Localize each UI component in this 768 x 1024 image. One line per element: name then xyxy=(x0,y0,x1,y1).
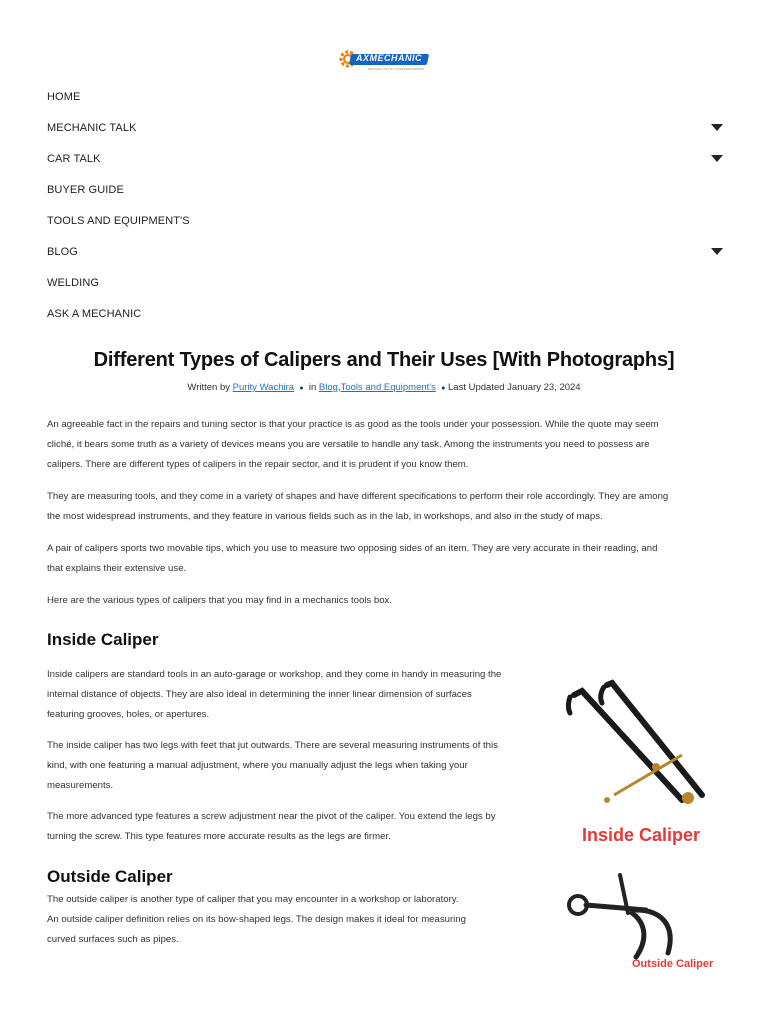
last-updated: Last Updated January 23, 2024 xyxy=(448,382,581,393)
nav-item-label[interactable]: ASK A MECHANIC xyxy=(47,307,142,320)
nav-item-label[interactable]: MECHANIC TALK xyxy=(47,121,137,134)
intro-paragraph-2 xyxy=(47,487,668,527)
outside-caliper-illustration xyxy=(536,865,720,960)
nav-item-mechanic-talk[interactable] xyxy=(47,112,727,143)
nav-item-label[interactable]: CAR TALK xyxy=(47,152,101,165)
nav-item-buyer-guide[interactable] xyxy=(47,174,727,205)
intro-paragraph-1 xyxy=(47,415,659,475)
text-line: The outside caliper is another type of caliper that you may encounter in a workshop or laboratory. xyxy=(47,894,459,905)
outside-caliper-heading: Outside Caliper xyxy=(47,867,173,886)
nav-item-home[interactable] xyxy=(47,81,727,112)
bullet-separator: ● xyxy=(441,385,446,392)
category-separator: , xyxy=(337,382,341,393)
inside-caliper-image xyxy=(552,655,720,848)
text-line: Inside calipers are standard tools in an auto-garage or workshop, and they come in handy in measuring the xyxy=(47,669,502,680)
category-link-tools[interactable]: Tools and Equipment's xyxy=(340,382,436,393)
nav-item-ask-a-mechanic[interactable] xyxy=(47,298,727,329)
text-line: The inside caliper has two legs with feet that jut outwards. There are several measuring instruments of this xyxy=(47,740,498,751)
inside-caliper-paragraph-2 xyxy=(47,736,498,796)
text-line: featuring grooves, holes, or apertures. xyxy=(47,709,210,720)
caret-down-icon[interactable] xyxy=(711,248,723,255)
category-link-blog[interactable]: Blog xyxy=(318,382,338,393)
nav-item-label[interactable]: HOME xyxy=(47,90,81,103)
outside-caliper-image-label: Outside Caliper xyxy=(632,958,714,970)
text-line: turning the screw. This type features more accurate results as the legs are firmer. xyxy=(47,831,391,842)
text-line: kind, with one featuring a manual adjustment, where you manually adjust the legs when taking your xyxy=(47,760,468,771)
nav-item-label[interactable]: WELDING xyxy=(47,276,100,289)
inside-caliper-heading: Inside Caliper xyxy=(47,630,159,649)
author-link[interactable]: Purity Wachira xyxy=(232,382,295,393)
text-line: cliché, it bears some truth as a variety of devices means you are versatile to handle any task. Among the instruments you need to possess are xyxy=(47,439,650,450)
caret-down-icon[interactable] xyxy=(711,124,723,131)
page-title: Different Types of Calipers and Their Uses [With Photographs] xyxy=(93,349,675,371)
intro-paragraph-4 xyxy=(47,591,392,611)
main-nav xyxy=(47,81,727,329)
article-meta xyxy=(0,382,768,393)
text-line: An agreeable fact in the repairs and tuning sector is that your practice is as good as the tools under your possession. While the quote may seem xyxy=(47,419,659,430)
text-line: calipers. There are different types of calipers in the repair sector, and it is prudent if you know them. xyxy=(47,459,469,470)
text-line: the most widespread instruments, and they feature in various fields such as in the lab, in workshops, and also in the study of maps. xyxy=(47,511,603,522)
text-line: An outside caliper definition relies on its bow-shaped legs. The design makes it ideal for measuring xyxy=(47,914,466,925)
inside-caliper-paragraph-3 xyxy=(47,807,496,847)
nav-item-car-talk[interactable] xyxy=(47,143,727,174)
text-line: The more advanced type features a screw adjustment near the pivot of the caliper. You extend the legs by xyxy=(47,811,496,822)
outside-caliper-image xyxy=(536,865,720,975)
logo-text: AXMECHANIC xyxy=(356,53,423,63)
text-line: measurements. xyxy=(47,780,114,791)
nav-item-blog[interactable] xyxy=(47,236,727,267)
site-logo[interactable] xyxy=(338,47,430,73)
intro-paragraph-3 xyxy=(47,539,657,579)
text-line: A pair of calipers sports two movable tips, which you use to measure two opposing sides of an item. They are very accurate in their reading, and xyxy=(47,543,658,554)
logo-tagline: GETTING YOU TO YOUR DESTINATION xyxy=(368,67,424,71)
written-by-label: Written by xyxy=(187,382,230,393)
inside-caliper-image-label: Inside Caliper xyxy=(582,825,701,845)
text-line: They are measuring tools, and they come in a variety of shapes and have different specifications to perform their role accordingly. They are among xyxy=(47,491,669,502)
outside-caliper-paragraph-1 xyxy=(47,890,466,950)
text-line: curved surfaces such as pipes. xyxy=(47,934,179,945)
caret-down-icon[interactable] xyxy=(711,155,723,162)
nav-item-label[interactable]: BUYER GUIDE xyxy=(47,183,124,196)
text-line: internal distance of objects. They are also ideal in determining the inner linear dimension of surfaces xyxy=(47,689,472,700)
nav-item-label[interactable]: BLOG xyxy=(47,245,78,258)
nav-item-label[interactable]: TOOLS AND EQUIPMENT'S xyxy=(47,214,190,227)
text-line: that explains their extensive use. xyxy=(47,563,187,574)
nav-item-tools-and-equipment[interactable] xyxy=(47,205,727,236)
inside-caliper-illustration xyxy=(552,655,720,815)
nav-item-welding[interactable] xyxy=(47,267,727,298)
bullet-separator: ● xyxy=(299,385,304,392)
inside-caliper-paragraph-1 xyxy=(47,665,501,725)
in-label: in xyxy=(308,382,317,393)
text-line: Here are the various types of calipers that you may find in a mechanics tools box. xyxy=(47,595,393,606)
